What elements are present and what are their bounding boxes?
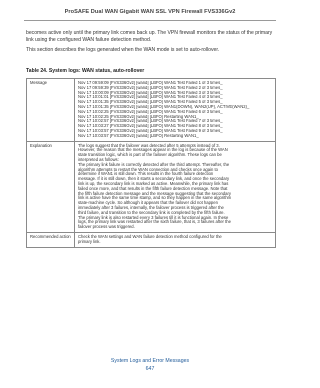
log-line: Nov 17 10:01:35 [FVS336Gv2] [wand] [LBFO] WAN1(DOWN), WAN2(UP), ACTIVE(WAN2)_ — [78, 104, 250, 109]
log-line: Nov 17 10:03:57 [FVS336Gv2] [wand] [LBFO] WAN1 Test Failed 9 of 3 times_ — [78, 128, 223, 133]
intro-paragraph-2: This section describes the logs generated when the WAN mode is set to auto-rollover. — [26, 46, 220, 53]
explanation-line: algorithm attempts to restart the WAN connection and checks once again to — [78, 166, 218, 172]
explanation-cell — [75, 141, 276, 232]
log-line: Nov 17 09:59:39 [FVS336Gv2] [wand] [LBFO] WAN1 Test Failed 2 of 3 times_ — [78, 85, 223, 90]
recommended-action-cell — [75, 232, 276, 247]
intro-paragraph-1: becomes active only until the primary link comes back up. The VPN firewall monitors the status of the primary link using the configured WAN failure detection method. — [26, 30, 273, 44]
log-line: Nov 17 10:03:57 [FVS336Gv2] [wand] [LBFO] Restarting WAN1_ — [78, 133, 199, 138]
table-row-recommended-action — [27, 232, 276, 247]
log-line: Nov 17 10:02:25 [FVS336Gv2] [wand] [LBFO] Restarting WAN1_ — [78, 114, 199, 119]
row-label-recommended-action: Recommended action — [27, 232, 75, 247]
footer-section-title: System Logs and Error Messages — [110, 358, 190, 364]
row-label-message: Message — [27, 79, 75, 142]
explanation-line: the fifth failure detection message and the message suggesting that the secondary — [78, 190, 231, 196]
explanation-line: interpreted as follows: — [78, 156, 119, 162]
page-number: 647 — [145, 366, 155, 372]
log-line: Nov 17 10:02:25 [FVS336Gv2] [wand] [LBFO] WAN1 Test Failed 6 of 3 times_ — [78, 109, 223, 114]
log-line: Nov 17 10:02:57 [FVS336Gv2] [wand] [LBFO] WAN1 Test Failed 7 of 3 times_ — [78, 119, 223, 124]
explanation-line: The primary link failure is correctly detected after the third attempt. Thereafter, the — [78, 161, 230, 167]
table-caption: Table 24. System logs: WAN status, auto-rollover — [26, 68, 145, 74]
explanation-line: link is up, the secondary link is marked as active. Meanwhile, the primary link has — [78, 180, 229, 186]
intro-text — [26, 30, 275, 56]
explanation-line: message. If it is still down, then it starts a secondary link, and once the secondary — [78, 176, 230, 182]
table-row-message — [27, 79, 276, 142]
log-line: Nov 17 10:00:09 [FVS336Gv2] [wand] [LBFO] WAN1 Test Failed 3 of 3 times_ — [78, 90, 223, 95]
table-row-explanation — [27, 141, 276, 232]
explanation-line: The primary link is also restarted every 3 failures till it is functional again. In these — [78, 214, 229, 220]
log-line: Nov 17 10:01:35 [FVS336Gv2] [wand] [LBFO] WAN1 Test Failed 5 of 3 times_ — [78, 100, 223, 105]
explanation-line: failed once more, and that results in the fifth failure detection message. Note that — [78, 185, 228, 191]
explanation-line: state transition logic, which is part of the failover algorithm. These logs can be — [78, 152, 222, 158]
row-label-explanation: Explanation — [27, 141, 75, 232]
header-divider — [24, 20, 276, 21]
explanation-line: link is active have the same time stamp, and so they happen in the same algorithm — [78, 195, 232, 201]
recommended-action-line: primary link. — [78, 238, 101, 244]
explanation-line: However, the reason that the messages appear in the log is because of the WAN — [78, 147, 228, 153]
explanation-line: state-machine cycle. So although it appears that the failover did not happen — [78, 200, 218, 206]
explanation-line: third failure, and transition to the secondary link is completed by the fifth failure. — [78, 209, 225, 215]
explanation-line: The logs suggest that the failover was detected after 5 attempts instead of 3. — [78, 142, 220, 148]
recommended-action-line: Check the WAN settings and WAN failure detection method configured for the — [78, 233, 222, 239]
explanation-line: failover process was triggered. — [78, 224, 135, 230]
explanation-line: determine if WAN1 is still down. This results in the fourth failure detection — [78, 171, 214, 177]
message-cell — [75, 79, 276, 142]
log-line: Nov 17 10:03:27 [FVS336Gv2] [wand] [LBFO] WAN1 Test Failed 8 of 3 times_ — [78, 124, 223, 129]
running-header: ProSAFE Dual WAN Gigabit WAN SSL VPN Firewall FVS336Gv2 — [64, 9, 236, 15]
log-line: Nov 17 10:01:01 [FVS336Gv2] [wand] [LBFO] WAN1 Test Failed 4 of 3 times_ — [78, 95, 223, 100]
explanation-line: logs, the primary link was restarted after the sixth failure, that is, 3 failures after the — [78, 219, 231, 225]
system-logs-table — [26, 78, 276, 248]
explanation-line: immediately after 3 failures, internally, the failover process is triggered after the — [78, 204, 224, 210]
log-line: Nov 17 09:59:09 [FVS336Gv2] [wand] [LBFO] WAN1 Test Failed 1 of 3 times_ — [78, 81, 223, 85]
